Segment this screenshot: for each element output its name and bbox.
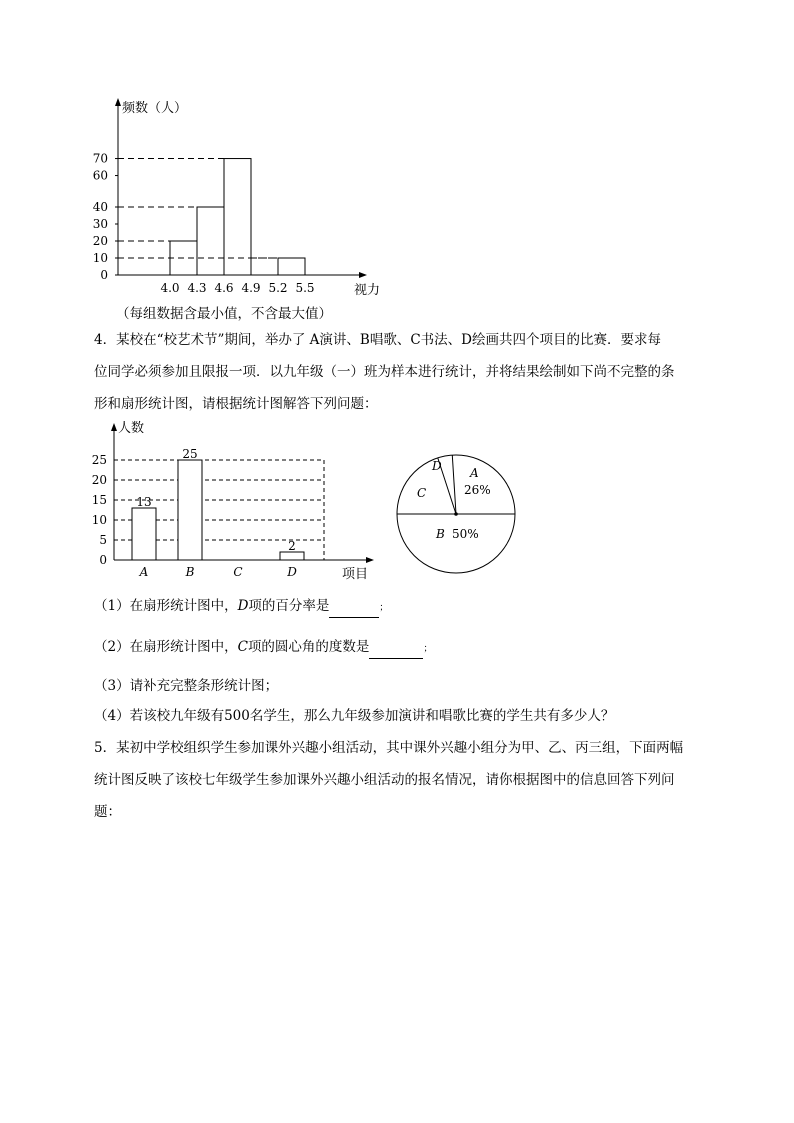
bar-y-tick: 5 — [99, 533, 107, 547]
q4-sub4: （4）若该校九年级有500名学生，那么九年级参加演讲和唱歌比赛的学生共有多少人？ — [94, 708, 615, 724]
bar-x-arrow — [366, 557, 374, 563]
pie-slice-percent: 50% — [452, 527, 479, 541]
q4-sub2: （2）在扇形统计图中，C项的圆心角的度数是 ； — [94, 637, 432, 659]
bar — [132, 508, 156, 560]
hist-y-tick: 0 — [100, 268, 108, 282]
hist-x-arrow — [359, 272, 367, 278]
q4-pie-chart — [392, 450, 522, 580]
q5-line-3: 题： — [94, 804, 121, 820]
bar-category-label: A — [139, 565, 149, 579]
pie-slice-label: B — [436, 527, 445, 541]
hist-x-label: 视力 — [354, 283, 381, 298]
bar-y-tick: 10 — [92, 513, 107, 527]
bar-x-label: 项目 — [342, 567, 369, 582]
bar-value-label: 25 — [182, 447, 198, 461]
bar-y-tick: 25 — [92, 453, 107, 467]
pie-slice-percent: 26% — [464, 483, 491, 497]
bar-value-label: 2 — [288, 539, 296, 553]
hist-x-tick: 4.9 — [241, 281, 261, 295]
hist-y-tick: 20 — [92, 234, 108, 248]
bar-category-label: C — [233, 565, 243, 579]
q5-line-1: 5．某初中学校组织学生参加课外兴趣小组活动，其中课外兴趣小组分为甲、乙、丙三组，下面两幅 — [94, 740, 684, 756]
bar-y-tick: 20 — [92, 473, 107, 487]
hist-x-tick: 4.0 — [160, 281, 180, 295]
hist-y-tick: 70 — [92, 151, 108, 166]
bar-category-label: D — [287, 565, 297, 579]
q4-intro — [94, 324, 704, 420]
q4-sub2-blank[interactable] — [369, 644, 423, 659]
bar-category-label: B — [185, 565, 195, 579]
hist-y-tick: 40 — [92, 200, 108, 214]
q5-text — [94, 732, 704, 828]
bar-y-arrow — [111, 423, 117, 431]
bar-value-label: 13 — [136, 495, 152, 509]
hist-bar — [197, 207, 224, 275]
q4-intro-line-1: 4．某校在“校艺术节”期间，举办了 A演讲、B唱歌、C书法、D绘画共四个项目的比赛．要求每 — [94, 332, 662, 348]
hist-x-tick: 5.5 — [295, 281, 315, 295]
hist-y-label: 频数（人） — [122, 101, 188, 116]
hist-bar — [278, 258, 305, 275]
hist-x-tick: 4.3 — [187, 281, 207, 295]
pie-slice-label: D — [432, 459, 442, 473]
hist-x-tick: 4.6 — [214, 281, 234, 295]
q4-intro-line-3: 形和扇形统计图，请根据统计图解答下列问题： — [94, 396, 378, 412]
bar — [280, 552, 304, 560]
q4-bar-chart — [92, 418, 392, 586]
hist-x-tick: 5.2 — [268, 281, 288, 295]
q4-sub1-blank[interactable] — [329, 603, 379, 618]
hist-y-arrow — [115, 98, 121, 106]
pie-slice-label: C — [417, 486, 427, 500]
hist-y-tick: 30 — [92, 217, 108, 231]
pie-center — [454, 512, 458, 516]
histogram-chart — [90, 95, 390, 325]
bar-y-tick: 0 — [99, 553, 107, 567]
q4-intro-line-2: 位同学必须参加且限报一项．以九年级（一）班为样本进行统计，并将结果绘制如下尚不完整的条 — [94, 364, 675, 380]
q5-line-2: 统计图反映了该校七年级学生参加课外兴趣小组活动的报名情况，请你根据图中的信息回答下列问 — [94, 772, 675, 788]
bar-y-tick: 15 — [92, 493, 107, 507]
hist-y-tick: 60 — [92, 168, 108, 183]
bar — [178, 460, 202, 560]
q4-sub3: （3）请补充完整条形统计图； — [94, 678, 279, 694]
pie-slice-label: A — [470, 466, 479, 480]
histogram-caption: （每组数据含最小值，不含最大值） — [116, 306, 332, 322]
bar-y-label: 人数 — [118, 421, 145, 436]
hist-y-tick: 10 — [92, 251, 108, 265]
q4-sub1: （1）在扇形统计图中，D项的百分率是 ； — [94, 596, 388, 618]
